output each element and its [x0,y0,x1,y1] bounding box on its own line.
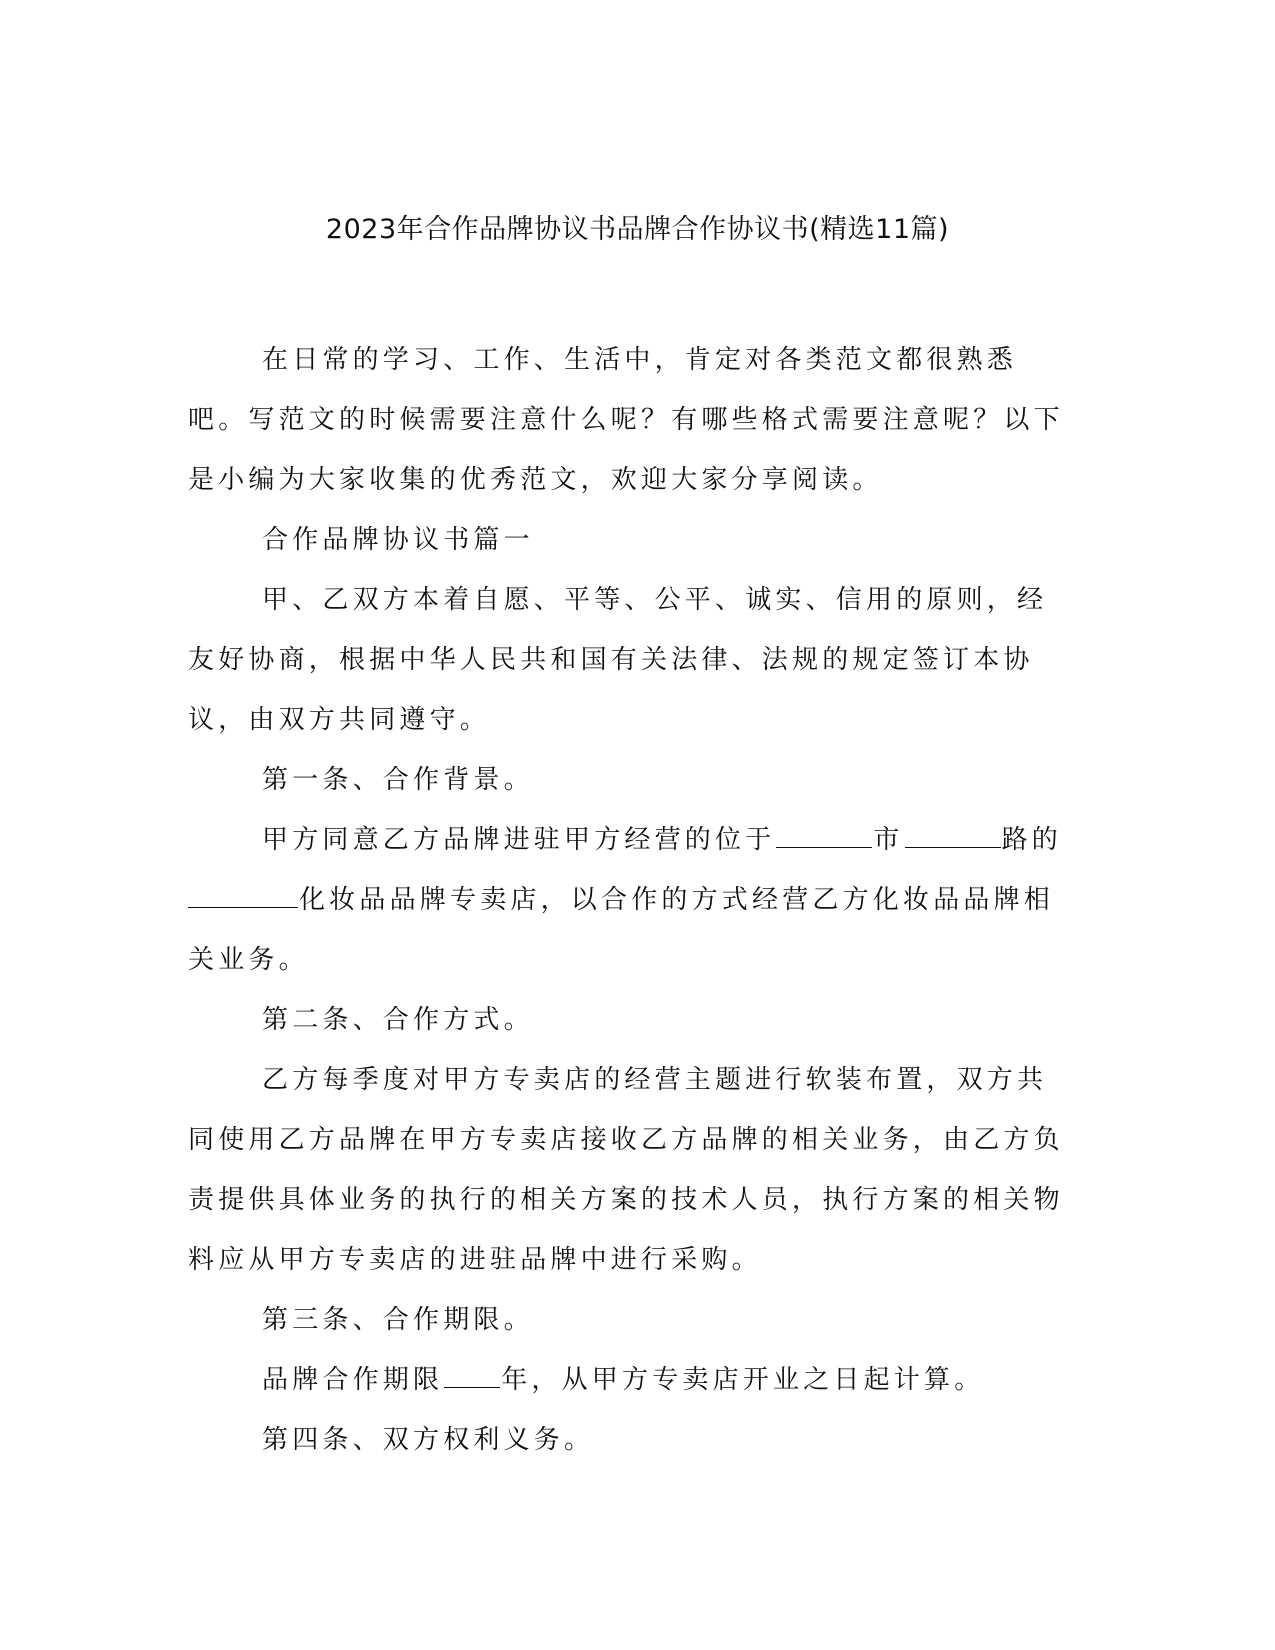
document-body [188,330,1068,1470]
intro-paragraph: 在日常的学习、工作、生活中，肯定对各类范文都很熟悉吧。写范文的时候需要注意什么呢？有哪些格式需要注意呢？以下是小编为大家收集的优秀范文，欢迎大家分享阅读。 [188,345,1064,495]
preamble-paragraph: 甲、乙双方本着自愿、平等、公平、诚实、信用的原则，经友好协商，根据中华人民共和国有关法律、法规的规定签订本协议，由双方共同遵守。 [188,585,1048,735]
article-3-paragraph [188,1350,1068,1410]
blank-line-road [905,821,1001,848]
article-1-text-c: 路的 [1001,825,1063,855]
article-1-paragraph [188,810,1068,990]
article-2-paragraph: 乙方每季度对甲方专卖店的经营主题进行软装布置，双方共同使用乙方品牌在甲方专卖店接收乙方品牌的相关业务，由乙方负责提供具体业务的执行的相关方案的技术人员，执行方案的相关物料应从甲方专卖店的进驻品牌中进行采购。 [188,1065,1064,1275]
article-1-text-a: 甲方同意乙方品牌进驻甲方经营的位于 [262,825,776,855]
section-heading: 合作品牌协议书篇一 [262,525,534,555]
article-3-text-b: 年，从甲方专卖店开业之日起计算。 [501,1365,985,1395]
article-1-text-d: 化妆品品牌专卖店，以合作的方式经营乙方化妆品品牌相关业务。 [188,885,1055,975]
article-1-text-b: 市 [873,825,904,855]
blank-line-city [776,821,872,848]
document-title: 2023年合作品牌协议书品牌合作协议书(精选11篇) [325,214,950,245]
article-1-heading: 第一条、合作背景。 [262,765,534,795]
article-3-heading: 第三条、合作期限。 [262,1305,534,1335]
article-3-text-a: 品牌合作期限 [262,1365,444,1395]
article-2-heading: 第二条、合作方式。 [262,1005,534,1035]
blank-line-years [444,1361,500,1388]
blank-line-store [188,881,298,908]
article-4-heading: 第四条、双方权利义务。 [262,1425,595,1455]
